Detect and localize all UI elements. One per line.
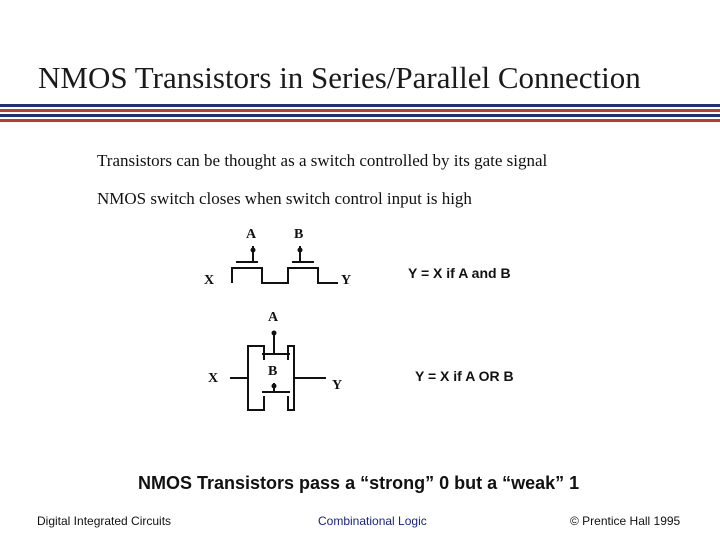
slide-title: NMOS Transistors in Series/Parallel Connection	[38, 60, 641, 95]
footer-chapter: Combinational Logic	[318, 514, 427, 528]
parallel-gate-b-dot	[272, 384, 277, 389]
parallel-gate-b-label: B	[268, 364, 278, 379]
series-gate-b-label: B	[294, 227, 304, 242]
series-gate-a-label: A	[246, 227, 257, 242]
footer-course-title: Digital Integrated Circuits	[37, 514, 172, 528]
series-node-x-label: X	[204, 273, 215, 288]
series-node-y-label: Y	[341, 273, 352, 288]
bullet-nmos-closes: NMOS switch closes when switch control input is high	[97, 189, 472, 208]
series-circuit	[232, 246, 338, 283]
series-gate-b-dot	[298, 248, 303, 253]
strong-weak-note: NMOS Transistors pass a “strong” 0 but a “weak” 1	[138, 473, 580, 493]
series-gate-a-dot	[251, 248, 256, 253]
footer-copyright: © Prentice Hall 1995	[570, 514, 681, 528]
parallel-node-x-label: X	[208, 371, 219, 386]
parallel-gate-a-dot	[272, 331, 277, 336]
bullet-switch-analogy: Transistors can be thought as a switch controlled by its gate signal	[97, 151, 548, 170]
parallel-gate-a-label: A	[268, 310, 279, 325]
parallel-node-y-label: Y	[332, 378, 343, 393]
parallel-equation: Y = X if A OR B	[415, 368, 514, 384]
parallel-circuit	[230, 333, 326, 410]
series-equation: Y = X if A and B	[408, 265, 511, 281]
